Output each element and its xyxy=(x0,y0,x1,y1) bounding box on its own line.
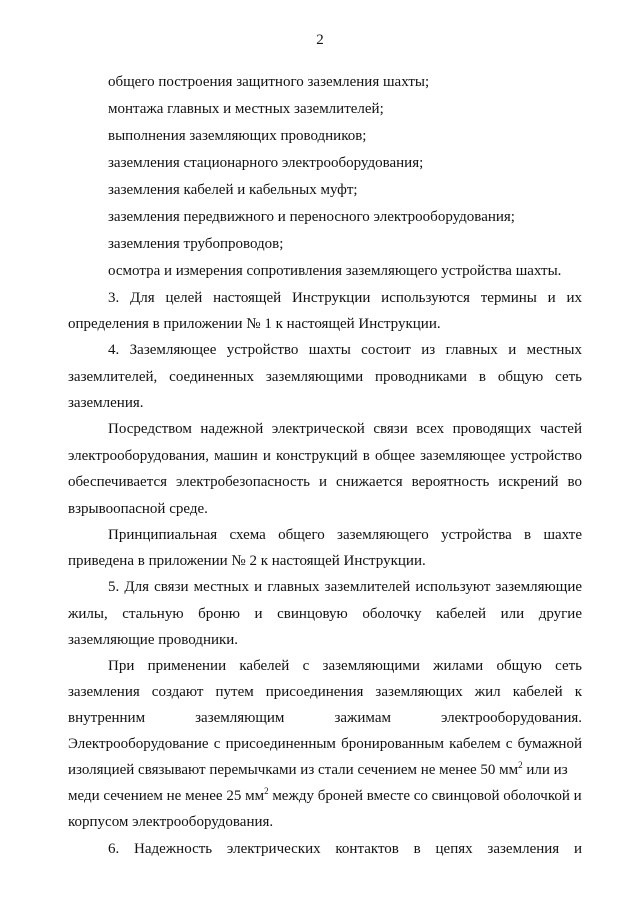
list-item: монтажа главных и местных заземлителей; xyxy=(108,101,384,117)
paragraph-line: 4. Заземляющее устройство шахты состоит из главных и местных xyxy=(108,342,582,358)
line-text: изоляцией связывают перемычками из стали сечением не менее 50 мм xyxy=(68,762,519,778)
list-item: общего построения защитного заземления шахты; xyxy=(108,74,430,90)
superscript: 2 xyxy=(264,786,269,796)
paragraph-line: При применении кабелей с заземляющими жилами общую сеть xyxy=(108,658,582,674)
list-item: осмотра и измерения сопротивления заземляющего устройства шахты. xyxy=(108,263,562,279)
paragraph-line: корпусом электрооборудования. xyxy=(68,814,274,830)
paragraph-line: Принципиальная схема общего заземляющего устройства в шахте xyxy=(108,527,582,543)
paragraph-line: определения в приложении № 1 к настоящей Инструкции. xyxy=(68,316,441,332)
line-text: между броней вместе со свинцовой оболочкой и xyxy=(268,788,582,804)
line-text: меди сечением не менее 25 мм xyxy=(68,788,265,804)
paragraph-line: 3. Для целей настоящей Инструкции используются термины и их xyxy=(108,290,582,306)
paragraph-line: заземления создают путем присоединения заземляющих жил кабелей к xyxy=(68,684,582,700)
paragraph-line: 5. Для связи местных и главных заземлителей используют заземляющие xyxy=(108,579,582,595)
paragraph-line: жилы, стальную броню и свинцовую оболочку кабелей или другие xyxy=(68,606,582,622)
paragraph-line: Посредством надежной электрической связи всех проводящих частей xyxy=(108,421,582,437)
superscript: 2 xyxy=(518,760,523,770)
page-number: 2 xyxy=(316,32,324,48)
paragraph-line xyxy=(68,759,582,781)
list-item: заземления трубопроводов; xyxy=(108,236,284,252)
paragraph-line: Электрооборудование с присоединенным бронированным кабелем с бумажной xyxy=(68,736,582,752)
paragraph-line: взрывоопасной среде. xyxy=(68,501,208,517)
list-item: выполнения заземляющих проводников; xyxy=(108,128,367,144)
paragraph-line: обеспечивается электробезопасность и снижается вероятность искрений во xyxy=(68,474,582,490)
paragraph-line: внутренним заземляющим зажимам электрооборудования. xyxy=(68,710,582,726)
line-text: или из xyxy=(522,762,568,778)
paragraph-line: заземления. xyxy=(68,395,144,411)
paragraph-line: электрооборудования, машин и конструкций в общее заземляющее устройство xyxy=(68,448,582,464)
paragraph-line: заземляющие проводники. xyxy=(68,632,239,648)
list-item: заземления передвижного и переносного электрооборудования; xyxy=(108,209,515,225)
paragraph-line: заземлителей, соединенных заземляющими проводниками в общую сеть xyxy=(68,369,582,385)
list-item: заземления кабелей и кабельных муфт; xyxy=(108,182,358,198)
paragraph-line: приведена в приложении № 2 к настоящей Инструкции. xyxy=(68,553,426,569)
paragraph-line: 6. Надежность электрических контактов в цепях заземления и xyxy=(108,841,582,857)
paragraph-line xyxy=(68,785,582,807)
list-item: заземления стационарного электрооборудования; xyxy=(108,155,424,171)
